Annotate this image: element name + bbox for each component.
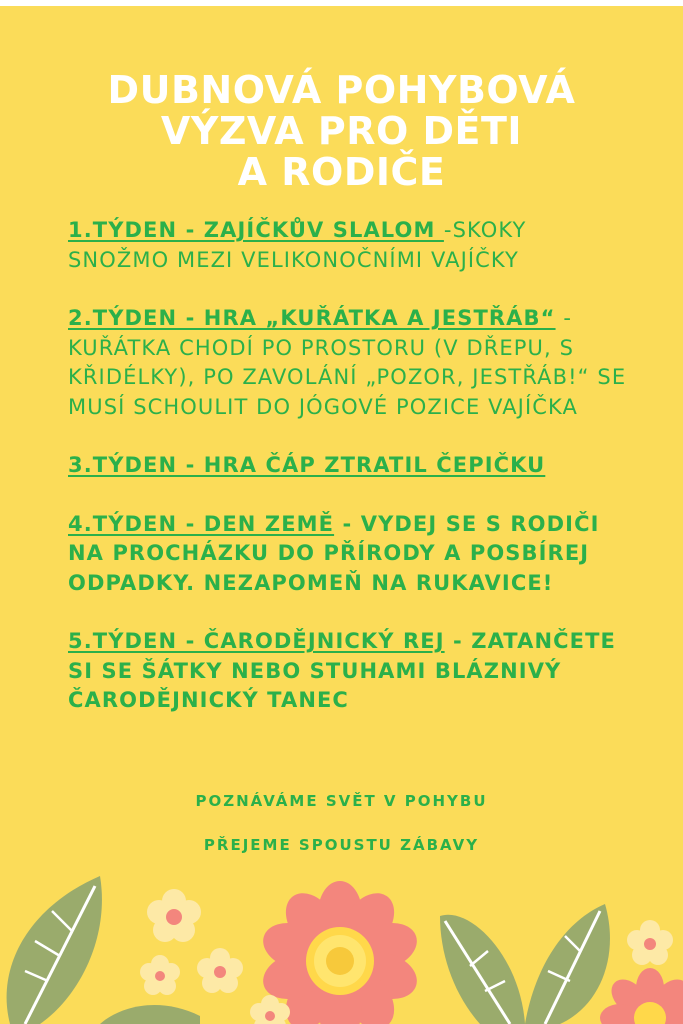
small-flower-icon bbox=[627, 920, 673, 965]
floral-decoration bbox=[0, 6, 683, 1024]
small-flower-icon bbox=[140, 955, 180, 995]
week-1-heading: 1.TÝDEN - ZAJÍČKŮV SLALOM bbox=[68, 218, 444, 242]
week-1-description: -SKOKY SNOŽMO MEZI VELIKONOČNÍMI VAJÍČKY bbox=[68, 218, 527, 272]
week-5-description: - ZATANČETE SI SE ŠÁTKY NEBO STUHAMI BLÁZNIVÝ ČARODĚJNICKÝ TANEC bbox=[68, 629, 616, 712]
leaf-icon bbox=[100, 1005, 200, 1024]
week-2-description: - KUŘÁTKA CHODÍ PO PROSTORU (V DŘEPU, S KŘIDÉLKY), PO ZAVOLÁNÍ „POZOR, JESTŘÁB!“ SE MUSÍ SCHOULIT DO JÓGOVÉ POZICE VAJÍČKA bbox=[68, 306, 627, 419]
week-4-heading: 4.TÝDEN - DEN ZEMĚ bbox=[68, 511, 335, 536]
week-4-description: - VYDEJ SE S RODIČI NA PROCHÁZKU DO PŘÍRODY A POSBÍREJ ODPADKY. NEZAPOMEŇ NA RUKAVICE! bbox=[68, 511, 600, 595]
title-line-1: DUBNOVÁ POHYBOVÁ bbox=[107, 68, 576, 112]
footer-line-2: PŘEJEME SPOUSTU ZÁBAVY bbox=[203, 836, 480, 854]
footer-line-1: POZNÁVÁME SVĚT V POHYBU bbox=[195, 792, 488, 810]
flower-icon bbox=[600, 968, 683, 1024]
leaf-icon bbox=[7, 876, 102, 1024]
leaf-icon bbox=[525, 904, 610, 1024]
poster bbox=[0, 6, 683, 1024]
week-3-heading: 3.TÝDEN - HRA ČÁP ZTRATIL ČEPIČKU bbox=[68, 453, 546, 477]
title-line-3: A RODIČE bbox=[237, 150, 446, 194]
flower-icon bbox=[257, 881, 423, 1024]
week-2-heading: 2.TÝDEN - HRA „KUŘÁTKA A JESTŘÁB“ bbox=[68, 306, 556, 330]
title-line-2: VÝZVA PRO DĚTI bbox=[160, 109, 523, 153]
week-5-heading: 5.TÝDEN - ČARODĚJNICKÝ REJ bbox=[68, 629, 445, 653]
small-flower-icon bbox=[197, 948, 243, 993]
small-flower-icon bbox=[250, 995, 290, 1024]
small-flower-icon bbox=[147, 889, 201, 942]
leaf-icon bbox=[440, 915, 525, 1024]
